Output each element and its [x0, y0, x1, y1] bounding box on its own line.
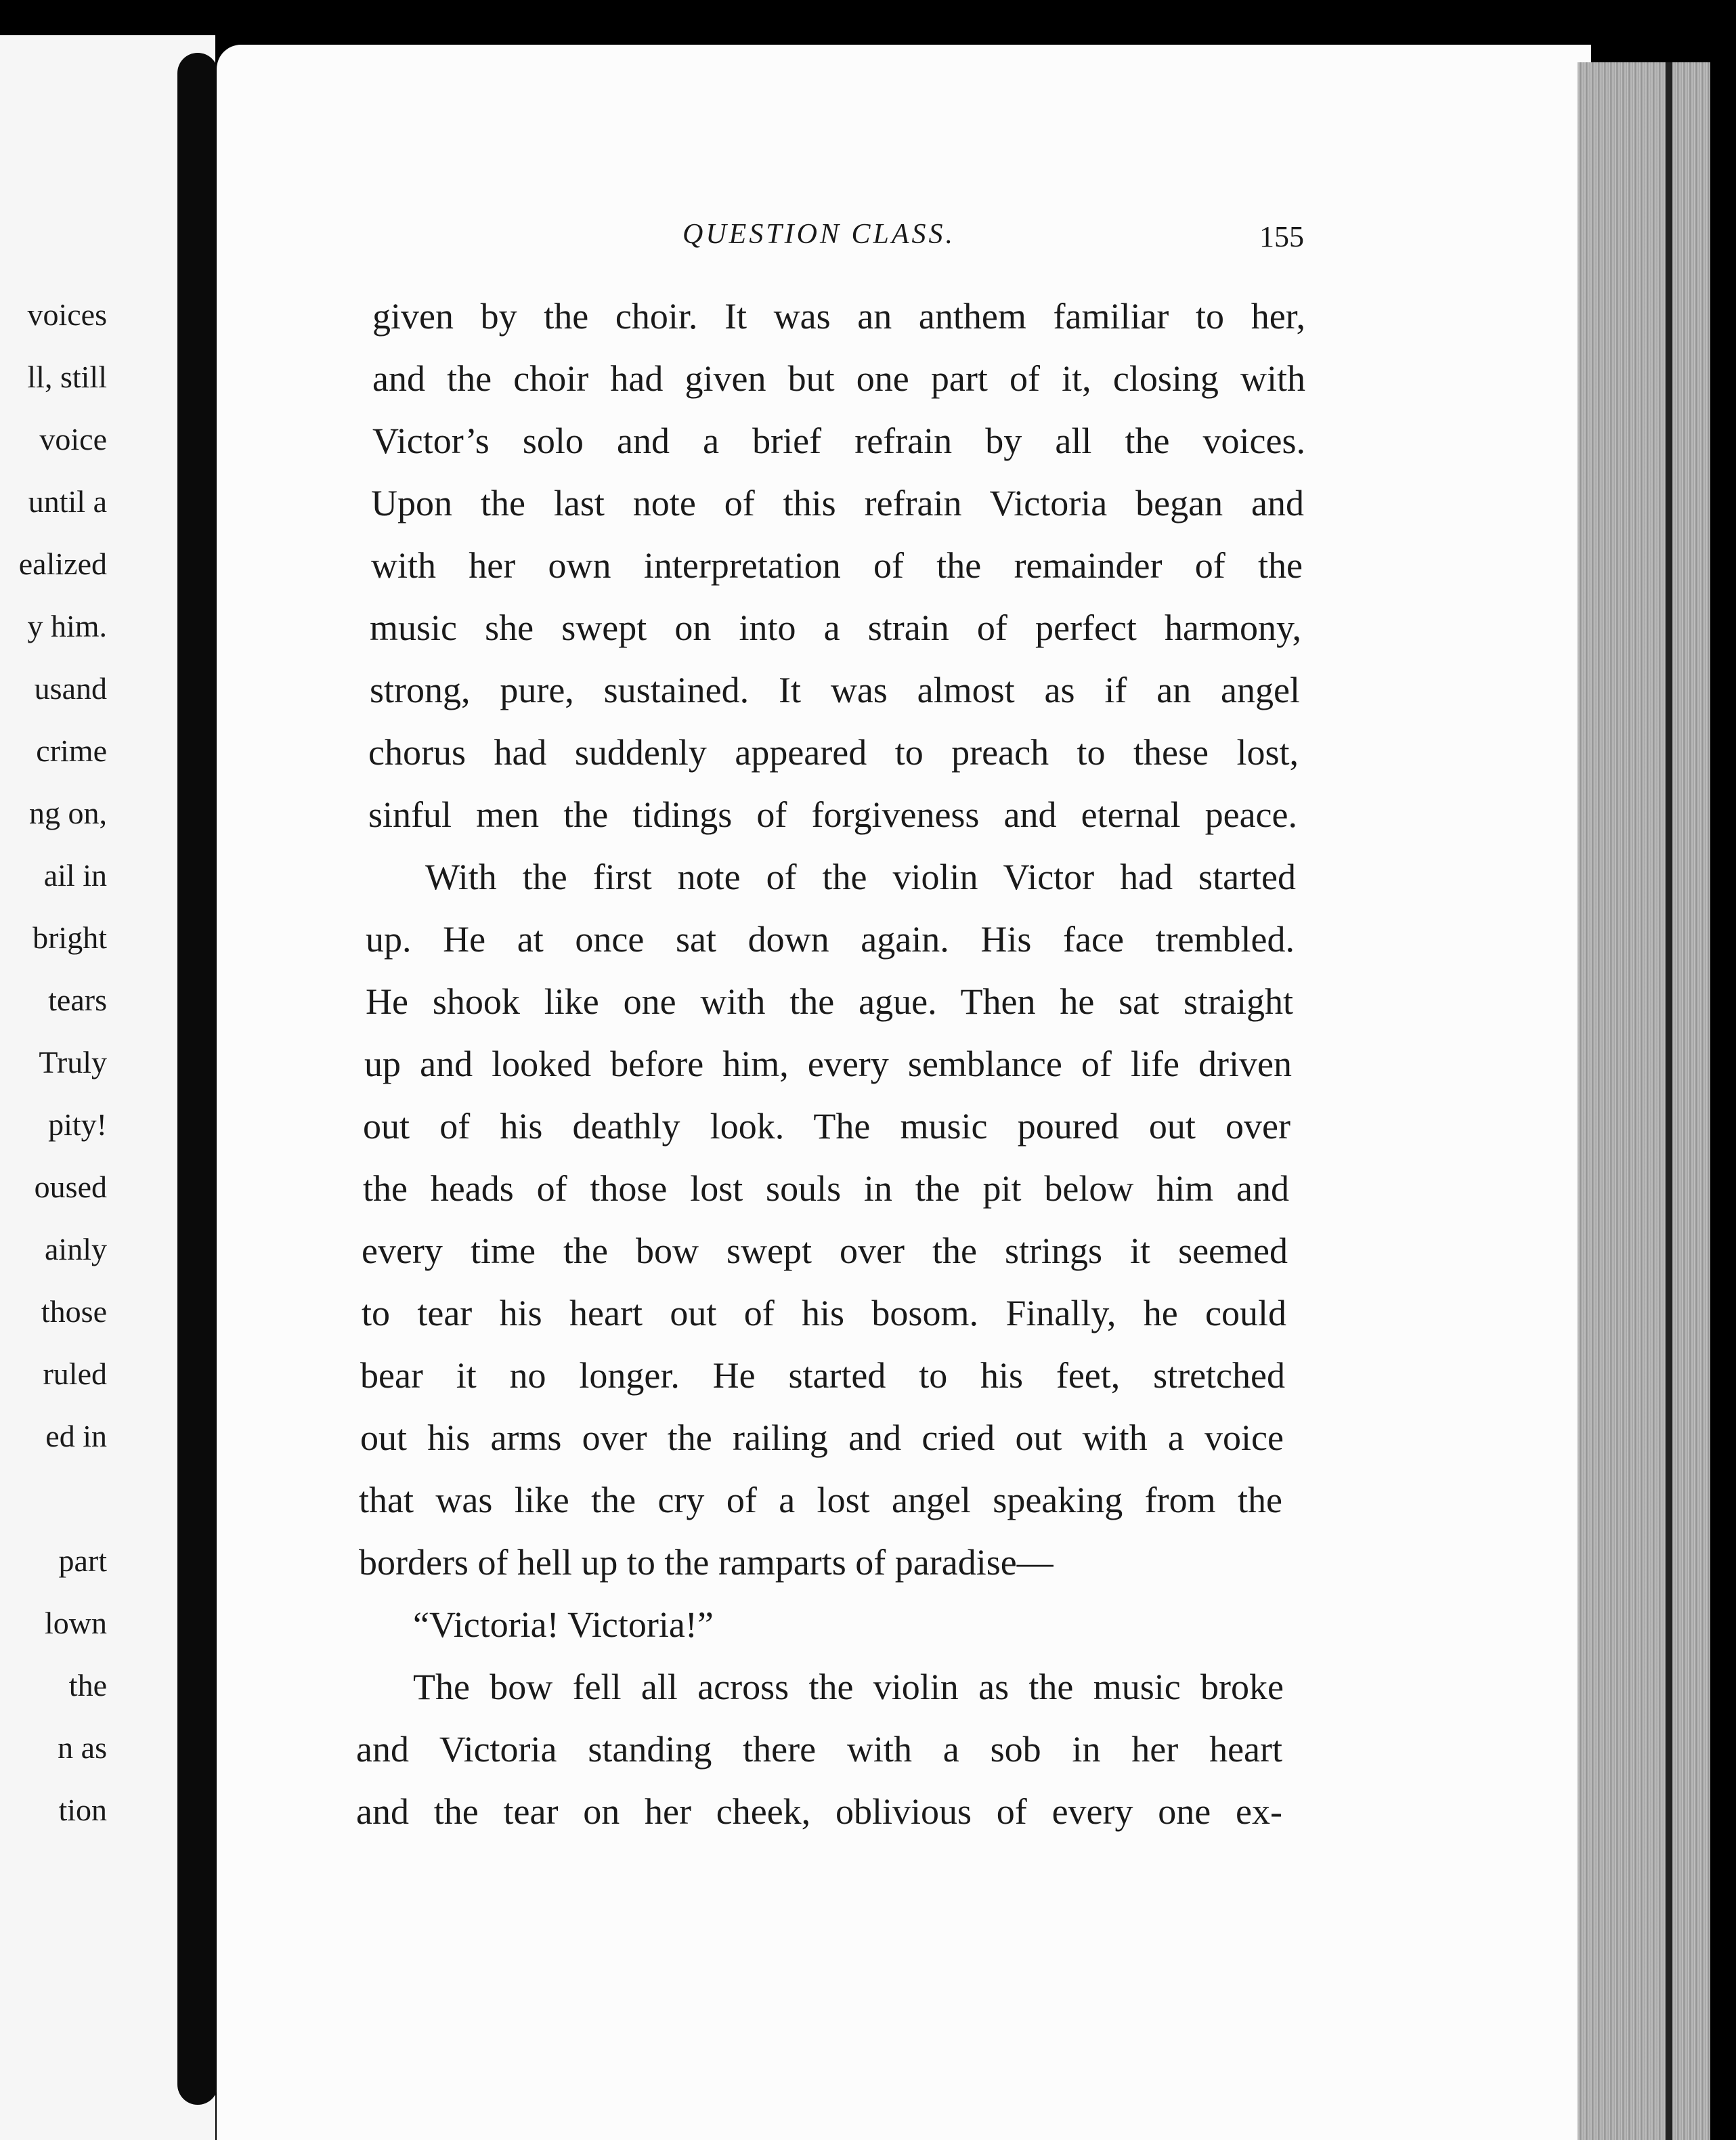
- left-page-fragment: voice: [39, 422, 107, 456]
- text-line: and the tear on her cheek, oblivious of every one ex-: [356, 1791, 1282, 1832]
- left-page-fragment: Truly: [39, 1045, 107, 1079]
- left-page-fragment: crime: [36, 733, 107, 768]
- text-line: up and looked before him, every semblance of life driven: [364, 1044, 1292, 1084]
- text-line: to tear his heart out of his bosom. Finally, he could: [362, 1293, 1286, 1333]
- text-line: With the first note of the violin Victor had started: [425, 857, 1296, 897]
- text-line: that was like the cry of a lost angel speaking from the: [359, 1480, 1282, 1520]
- text-line: He shook like one with the ague. Then he sat straight: [366, 981, 1293, 1022]
- page-number: 155: [1259, 220, 1304, 253]
- left-page-fragment: lown: [45, 1606, 107, 1640]
- text-line: music she swept on into a strain of perfect harmony,: [370, 607, 1301, 648]
- text-line: and the choir had given but one part of it, closing with: [372, 358, 1305, 399]
- left-page-fragment: pity!: [48, 1107, 107, 1142]
- page-edge-shadow: [1666, 62, 1672, 2140]
- text-line: strong, pure, sustained. It was almost as if an angel: [370, 670, 1300, 710]
- text-line: The bow fell all across the violin as the music broke: [413, 1667, 1284, 1707]
- text-line: borders of hell up to the ramparts of paradise—: [359, 1542, 1054, 1583]
- running-head: QUESTION CLASS.: [682, 219, 956, 250]
- left-page-fragment: the: [68, 1668, 107, 1703]
- left-page-fragment: ed in: [45, 1419, 107, 1453]
- left-page-fragment: n as: [58, 1730, 107, 1765]
- text-line: chorus had suddenly appeared to preach to these lost,: [368, 732, 1299, 773]
- left-page-fragment: those: [41, 1294, 107, 1329]
- text-line: bear it no longer. He started to his feet, stretched: [360, 1355, 1285, 1396]
- text-line: Victor’s solo and a brief refrain by all the voices.: [372, 421, 1305, 461]
- left-page-fragment: tears: [48, 983, 107, 1017]
- left-page-fragment: ng on,: [29, 796, 107, 830]
- left-page-fragment: ruled: [43, 1356, 107, 1391]
- text-line: with her own interpretation of the remainder of the: [371, 545, 1303, 586]
- text-line: “Victoria! Victoria!”: [413, 1604, 714, 1645]
- left-page-fragment: ealized: [18, 547, 107, 581]
- left-page-fragment: voices: [27, 297, 107, 332]
- left-page-fragment: part: [58, 1543, 107, 1578]
- text-line: sinful men the tidings of forgiveness and eternal peace.: [368, 794, 1297, 835]
- left-page-fragment: ail in: [43, 858, 107, 893]
- left-page-fragment: tion: [58, 1793, 107, 1827]
- text-line: and Victoria standing there with a sob in her heart: [356, 1729, 1282, 1770]
- left-page-fragment: ll, still: [27, 360, 107, 394]
- left-page-fragment: oused: [34, 1170, 107, 1204]
- text-line: every time the bow swept over the strings it seemed: [362, 1230, 1288, 1271]
- page-edges: [1578, 62, 1710, 2140]
- text-line: out his arms over the railing and cried out with a voice: [360, 1417, 1284, 1458]
- left-page-fragment: y him.: [27, 609, 107, 643]
- left-page-fragment: ainly: [45, 1232, 107, 1266]
- text-line: up. He at once sat down again. His face trembled.: [366, 919, 1295, 960]
- text-line: given by the choir. It was an anthem familiar to her,: [372, 296, 1305, 337]
- left-page-fragment: bright: [32, 920, 107, 955]
- text-line: Upon the last note of this refrain Victoria began and: [371, 483, 1304, 523]
- left-page-fragment: until a: [28, 484, 107, 519]
- book-gutter: [177, 53, 218, 2105]
- left-page-fragment: usand: [34, 671, 107, 706]
- text-line: the heads of those lost souls in the pit below him and: [363, 1168, 1289, 1209]
- text-line: out of his deathly look. The music poured out over: [363, 1106, 1290, 1147]
